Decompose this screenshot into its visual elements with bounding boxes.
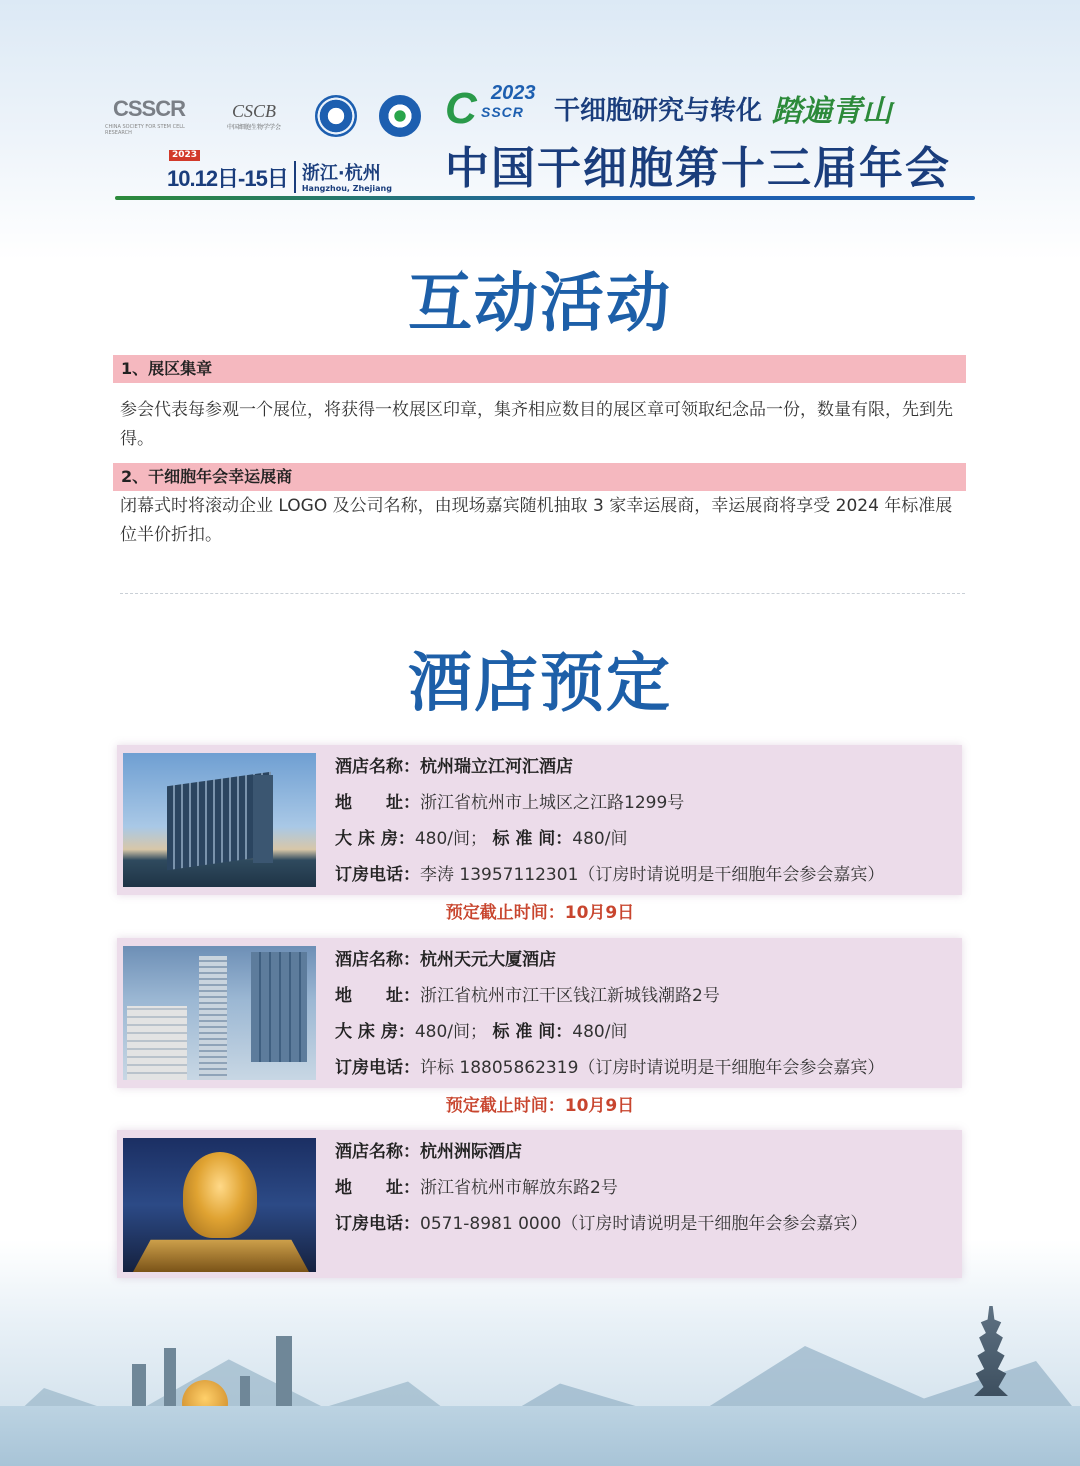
activity-heading-bar [113,355,966,383]
booking-deadline: 预定截止时间：10月9日 [445,1096,635,1116]
hotel-name: 杭州瑞立江河汇酒店 [420,757,573,777]
conference-slogan: 踏遍青山 [772,94,893,129]
date-year: 2023 [169,150,200,161]
cssc-logo-text: CSSCR [112,96,185,121]
cssc-2023-logo: C 2023 SSCR [445,82,536,133]
organizer-logos [105,88,443,144]
association-emblem-icon [379,95,421,137]
hotel-photo [123,946,316,1080]
activity-heading: 2、干细胞年会幸运展商 [121,467,293,486]
booking-deadline: 预定截止时间：10月9日 [445,903,635,923]
king-room-price: 480/间； [414,829,488,849]
cscb-logo-sub: 中国细胞生物学学会 [226,124,281,131]
king-room-price: 480/间； [414,1022,488,1042]
section-divider [120,593,965,594]
society-emblem-icon [315,95,357,137]
hotel-address: 浙江省杭州市解放东路2号 [420,1178,618,1198]
city-cn: 浙江·杭州 [301,163,381,184]
cscb-logo [215,88,293,144]
standard-room-price: 480/间 [572,1022,628,1042]
conference-title: 中国干细胞第十三届年会 [445,143,951,194]
activity-description: 闭幕式时将滚动企业 LOGO 及公司名称，由现场嘉宾随机抽取 3 家幸运展商，幸运展商将享受 2024 年标准展位半价折扣。 [120,496,953,545]
conference-subtitle: 干细胞研究与转化 [554,95,763,126]
city-en: Hangzhou, Zhejiang [301,184,392,193]
activities-title: 互动活动 [408,266,672,341]
hotel-booking-title: 酒店预定 [408,646,672,721]
title-block [445,82,975,196]
booking-phone: 许标 18805862319（订房时请说明是干细胞年会参会嘉宾） [420,1058,885,1078]
conference-header [105,80,975,205]
booking-phone: 李涛 13957112301（订房时请说明是干细胞年会参会嘉宾） [420,865,885,885]
hotel-photo [123,753,316,887]
hotel-address: 浙江省杭州市江干区钱江新城钱潮路2号 [420,986,720,1006]
activity-heading: 1、展区集章 [121,359,213,378]
hotel-card: 酒店名称：杭州天元大厦酒店 地 址：浙江省杭州市江干区钱江新城钱潮路2号 大 床 房：480/间； 标 准 间：480/间 订房电话：许标 18805862319（订房时请说明是干细胞年会参会嘉宾） [117,938,962,1088]
hotel-name: 杭州天元大厦酒店 [420,950,556,970]
cssc-logo-sub: CHINA SOCIETY FOR STEM CELL RESEARCH [105,124,185,136]
divider [294,161,296,193]
date-location [167,152,392,193]
cscb-logo-text: CSCB [231,101,276,121]
hotel-card: 酒店名称：杭州瑞立江河汇酒店 地 址：浙江省杭州市上城区之江路1299号 大 床 房：480/间； 标 准 间：480/间 订房电话：李涛 13957112301（订房时请说明是干细胞年会参会嘉宾） [117,745,962,895]
hotel-card: 酒店名称：杭州洲际酒店 地 址：浙江省杭州市解放东路2号 订房电话：0571-8981 0000（订房时请说明是干细胞年会参会嘉宾） [117,1130,962,1278]
header-underline [115,196,975,200]
standard-room-price: 480/间 [572,829,628,849]
hotel-photo [123,1138,316,1272]
activity-heading-bar [113,463,966,491]
booking-phone: 0571-8981 0000（订房时请说明是干细胞年会参会嘉宾） [420,1214,868,1234]
activity-description: 参会代表每参观一个展位，将获得一枚展区印章，集齐相应数目的展区章可领取纪念品一份，数量有限，先到先得。 [120,400,953,449]
cssc-logo [105,88,193,144]
hotel-name: 杭州洲际酒店 [420,1142,522,1162]
hotel-address: 浙江省杭州市上城区之江路1299号 [420,793,685,813]
date-range: 10.12日-15日 [167,166,288,191]
hangzhou-landscape [0,1270,1080,1466]
